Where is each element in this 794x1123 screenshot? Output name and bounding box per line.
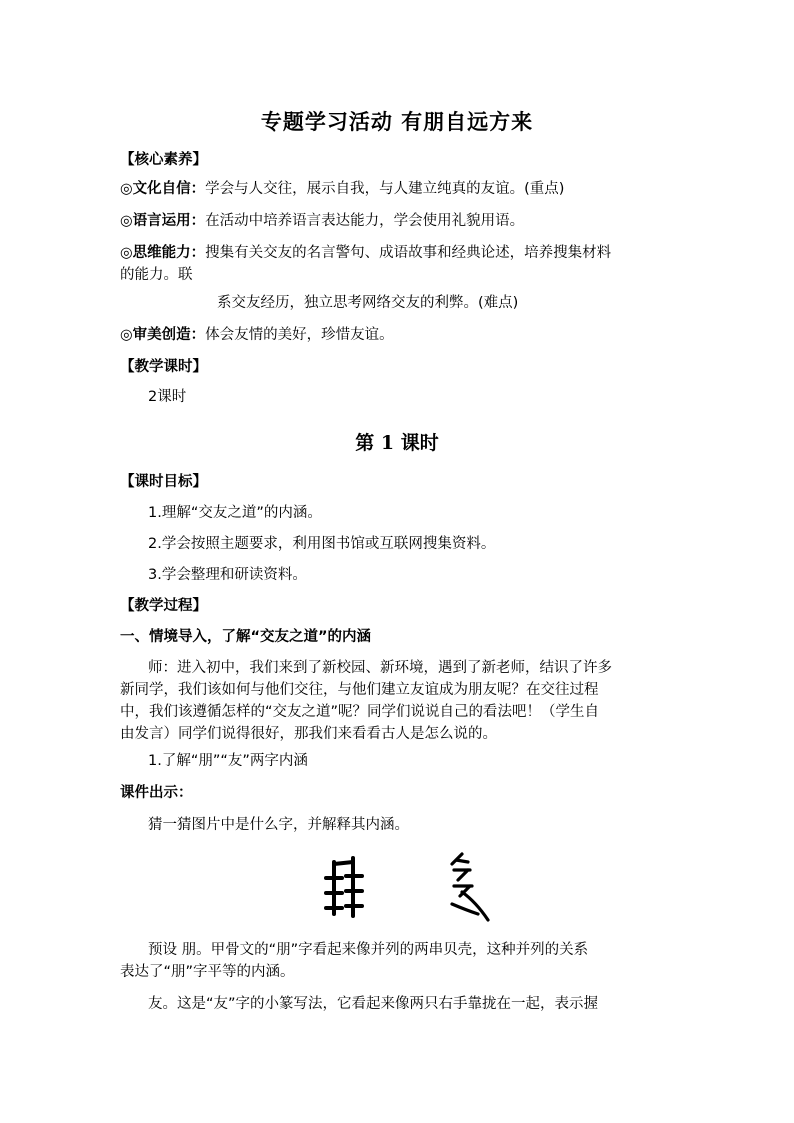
core-text-language: 在活动中培养语言表达能力，学会使用礼貌用语。 (205, 213, 525, 229)
core-heading: 【核心素养】 (120, 152, 207, 168)
core-item-aesthetic (120, 326, 675, 344)
goal-item: 2.学会按照主题要求，利用图书馆或互联网搜集资料。 (148, 536, 496, 552)
core-label-language: ◎语言运用： (120, 213, 206, 229)
courseware-label: 课件出示： (120, 785, 193, 801)
goal-item: 1.理解“交友之道”的内涵。 (148, 505, 322, 521)
guess-prompt: 猜一猜图片中是什么字，并解释其内涵。 (148, 817, 409, 833)
core-item-language (120, 212, 675, 230)
seal-you-glyph (452, 854, 488, 920)
paragraph-line: 师：进入初中，我们来到了新校园、新环境，遇到了新老师，结识了许多 (148, 660, 612, 676)
document-title: 专题学习活动 有朋自远方来 (260, 109, 534, 134)
section-heading: 一、情境导入，了解“交友之道”的内涵 (120, 629, 372, 645)
core-thinking-wrap-1: 的能力。联 (120, 267, 193, 283)
paragraph-line: 表达了“朋”字平等的内涵。 (120, 964, 295, 980)
core-label-culture: ◎文化自信： (120, 181, 206, 197)
ancient-characters-image (320, 850, 500, 930)
paragraph-line: 新同学，我们该如何与他们交往，与他们建立友谊成为朋友呢？在交往过程 (120, 682, 599, 698)
core-thinking-wrap-2: 系交友经历，独立思考网络交友的利弊。(难点) (217, 295, 519, 311)
goal-item: 3.学会整理和研读资料。 (148, 567, 307, 583)
core-item-culture (120, 180, 675, 198)
core-text-aesthetic: 体会友情的美好，珍惜友谊。 (205, 327, 394, 343)
step-heading: 1.了解“朋”“友”两字内涵 (148, 753, 308, 769)
core-item-thinking (120, 244, 675, 262)
process-heading: 【教学过程】 (120, 598, 207, 614)
paragraph-line: 由发言）同学们说得很好，那我们来看看古人是怎么说的。 (120, 726, 497, 742)
paragraph-line: 友。这是“友”字的小篆写法，它看起来像两只右手靠拢在一起，表示握 (148, 996, 599, 1012)
paragraph-line: 中，我们该遵循怎样的“交友之道”呢？同学们说说自己的看法吧！（学生自 (120, 704, 600, 720)
core-text-thinking: 搜集有关交友的名言警句、成语故事和经典论述，培养搜集材料 (205, 245, 612, 261)
oracle-peng-glyph (326, 858, 362, 916)
core-label-thinking: ◎思维能力： (120, 245, 206, 261)
core-text-culture: 学会与人交往，展示自我，与人建立纯真的友谊。(重点) (205, 181, 565, 197)
hours-value: 2课时 (148, 389, 187, 405)
lesson-title: 第 1 课时 (355, 432, 439, 454)
core-label-aesthetic: ◎审美创造： (120, 327, 206, 343)
paragraph-line: 预设 朋。甲骨文的“朋”字看起来像并列的两串贝壳，这种并列的关系 (148, 942, 589, 958)
goals-heading: 【课时目标】 (120, 474, 207, 490)
hours-heading: 【教学课时】 (120, 359, 207, 375)
